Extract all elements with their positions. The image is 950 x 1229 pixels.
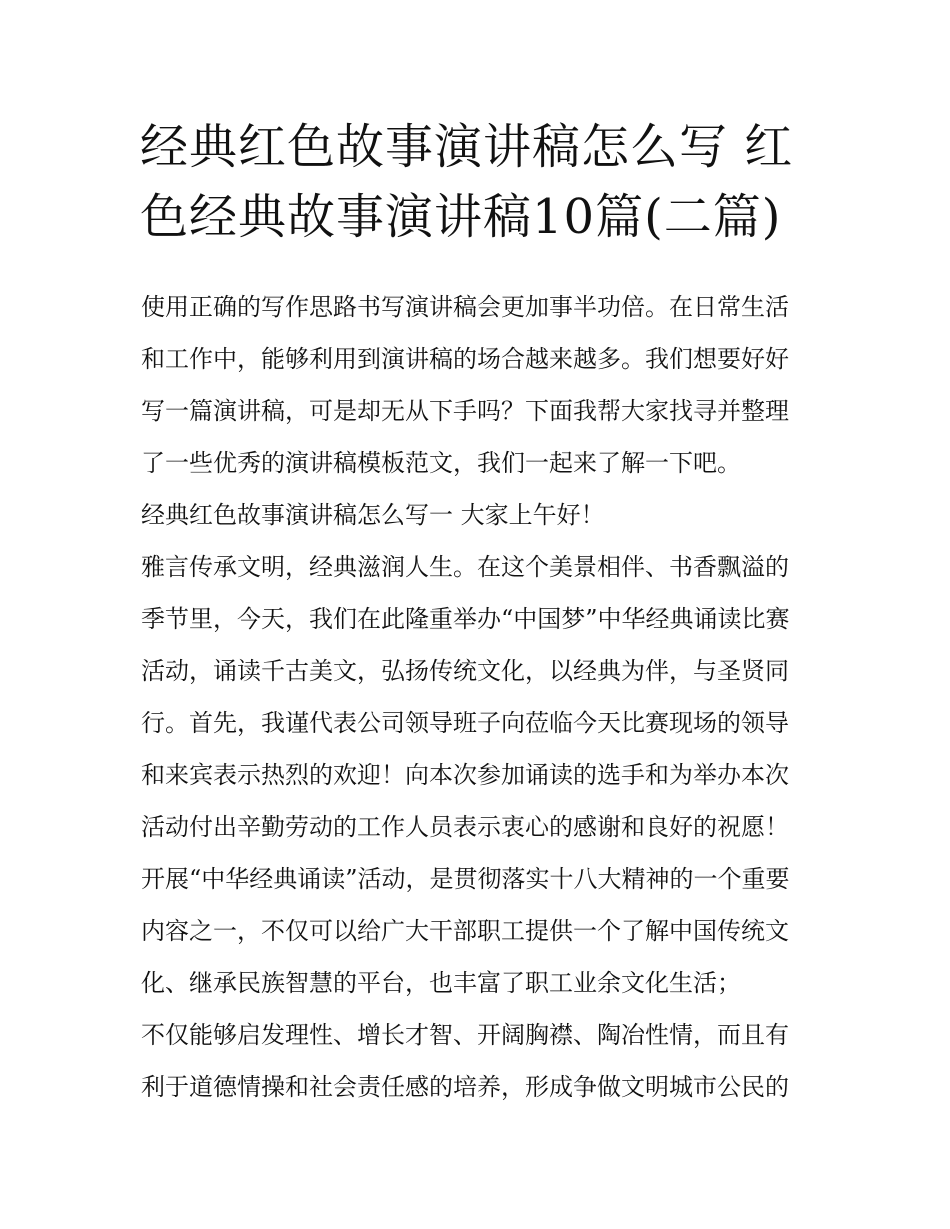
body-line: 活动付出辛勤劳动的工作人员表示衷心的感谢和良好的祝愿！ [141, 813, 789, 841]
body-line: 化、继承民族智慧的平台，也丰富了职工业余文化生活； [141, 969, 741, 997]
body-line: 季节里，今天，我们在此隆重举办“中国梦”中华经典诵读比赛 [141, 605, 790, 633]
body-line: 雅言传承文明，经典滋润人生。在这个美景相伴、书香飘溢的 [141, 553, 789, 581]
body-line: 开展“中华经典诵读”活动，是贯彻落实十八大精神的一个重要 [141, 865, 790, 893]
body-line: 和来宾表示热烈的欢迎！向本次参加诵读的选手和为举办本次 [141, 761, 789, 789]
title-line: 色经典故事演讲稿10篇(二篇) [140, 189, 782, 245]
body-line: 了一些优秀的演讲稿模板范文，我们一起来了解一下吧。 [141, 449, 741, 477]
document-title [140, 112, 830, 252]
body-line: 活动，诵读千古美文，弘扬传统文化，以经典为伴，与圣贤同 [141, 657, 789, 685]
body-line: 和工作中，能够利用到演讲稿的场合越来越多。我们想要好好 [141, 345, 789, 373]
body-line: 使用正确的写作思路书写演讲稿会更加事半功倍。在日常生活 [141, 293, 789, 321]
body-line: 内容之一，不仅可以给广大干部职工提供一个了解中国传统文 [141, 917, 789, 945]
body-line: 不仅能够启发理性、增长才智、开阔胸襟、陶冶性情，而且有 [141, 1021, 789, 1049]
body-line: 写一篇演讲稿，可是却无从下手吗？下面我帮大家找寻并整理 [141, 397, 789, 425]
body-line: 经典红色故事演讲稿怎么写一 大家上午好！ [141, 501, 605, 529]
document-body [141, 281, 821, 1113]
title-line: 经典红色故事演讲稿怎么写 红 [140, 119, 794, 175]
body-line: 利于道德情操和社会责任感的培养，形成争做文明城市公民的 [141, 1073, 789, 1101]
body-line: 行。首先，我谨代表公司领导班子向莅临今天比赛现场的领导 [141, 709, 789, 737]
